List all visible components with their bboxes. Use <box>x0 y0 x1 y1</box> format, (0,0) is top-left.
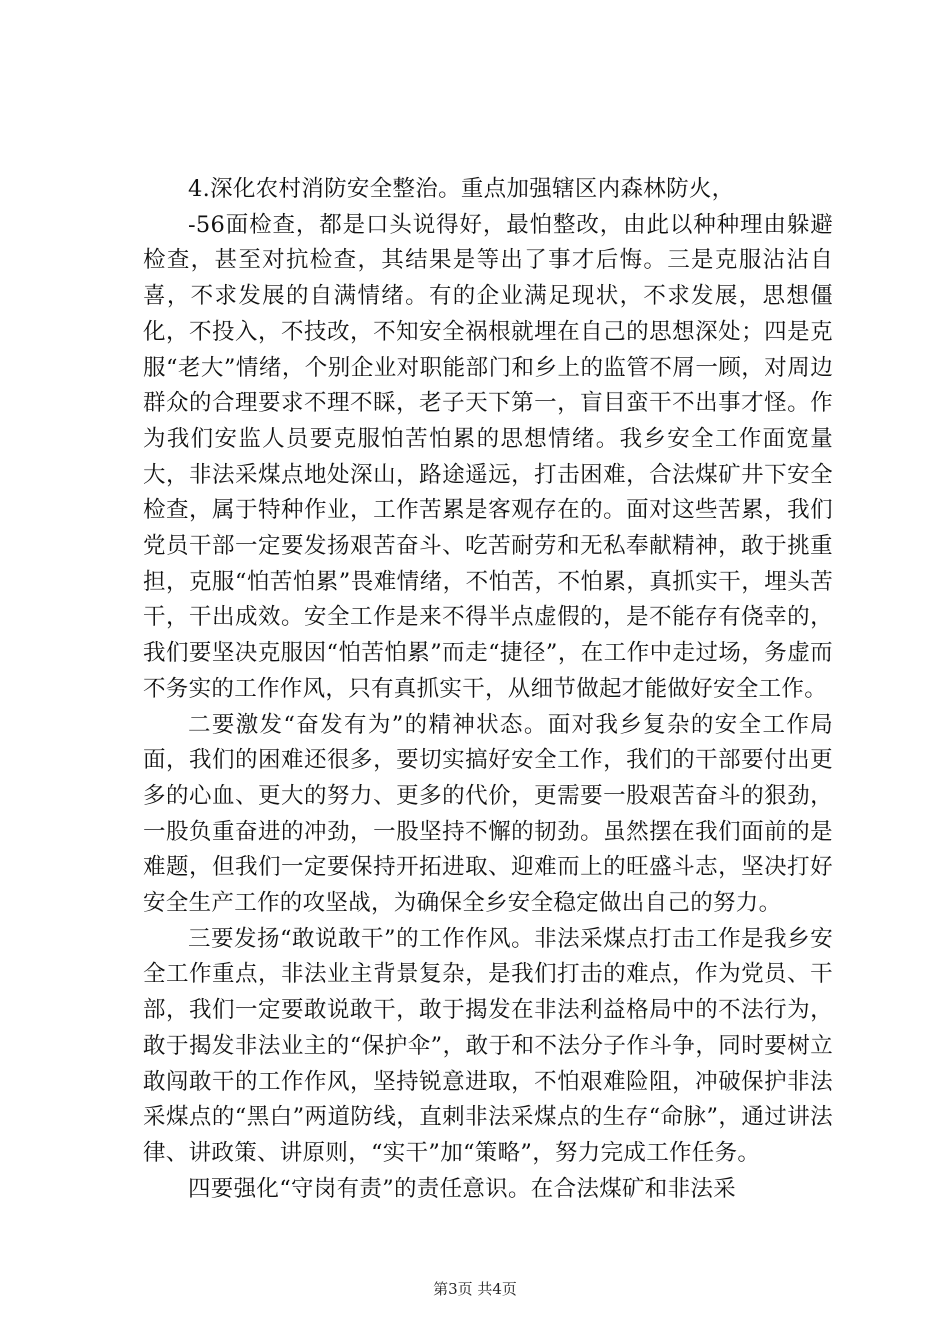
paragraph-point-2: 二要激发“奋发有为”的精神状态。面对我乡复杂的安全工作局面，我们的困难还很多，要切实搞好安全工作，我们的干部要付出更多的心血、更大的努力、更多的代价，更需要一股艰苦奋斗的狠劲，一股负重奋进的冲劲，一股坚持不懈的韧劲。虽然摆在我们面前的是难题，但我们一定要保持开拓进取、迎难而上的旺盛斗志，坚决打好安全生产工作的攻坚战，为确保全乡安全稳定做出自己的努力。 <box>143 711 833 917</box>
page-number: 第3页 共4页 <box>433 1280 517 1298</box>
document-body <box>143 172 833 1207</box>
paragraph-heading-4: 4.深化农村消防安全整治。重点加强辖区内森林防火， <box>188 176 735 202</box>
paragraph-continuation: -56面检查，都是口头说得好，最怕整改，由此以种种理由躲避检查，甚至对抗检查，其结果是等出了事才后悔。三是克服沾沾自喜，不求发展的自满情绪。有的企业满足现状，不求发展，思想僵化，不投入，不技改，不知安全祸根就埋在自己的思想深处；四是克服“老大”情绪，个别企业对职能部门和乡上的监管不屑一顾，对周边群众的合理要求不理不睬，老子天下第一，盲目蛮干不出事才怪。作为我们安监人员要克服怕苦怕累的思想情绪。我乡安全工作面宽量大，非法采煤点地处深山，路途遥远，打击困难，合法煤矿井下安全检查，属于特种作业，工作苦累是客观存在的。面对这些苦累，我们党员干部一定要发扬艰苦奋斗、吃苦耐劳和无私奉献精神，敢于挑重担，克服“怕苦怕累”畏难情绪，不怕苦，不怕累，真抓实干，埋头苦干，干出成效。安全工作是来不得半点虚假的，是不能存有侥幸的，我们要坚决克服因“怕苦怕累”而走“捷径”，在工作中走过场，务虚而不务实的工作作风，只有真抓实干，从细节做起才能做好安全工作。 <box>143 211 833 702</box>
paragraph-point-4: 四要强化“守岗有责”的责任意识。在合法煤矿和非法采 <box>188 1175 737 1202</box>
paragraph-point-3: 三要发扬“敢说敢干”的工作作风。非法采煤点打击工作是我乡安全工作重点，非法业主背景复杂，是我们打击的难点，作为党员、干部，我们一定要敢说敢干，敢于揭发在非法利益格局中的不法行为，敢于揭发非法业主的“保护伞”，敢于和不法分子作斗争，同时要树立敢闯敢干的工作作风，坚持锐意进取，不怕艰难险阻，冲破保护非法采煤点的“黑白”两道防线，直刺非法采煤点的生存“命脉”，通过讲法律、讲政策、讲原则，“实干”加“策略”，努力完成工作任务。 <box>143 925 833 1166</box>
